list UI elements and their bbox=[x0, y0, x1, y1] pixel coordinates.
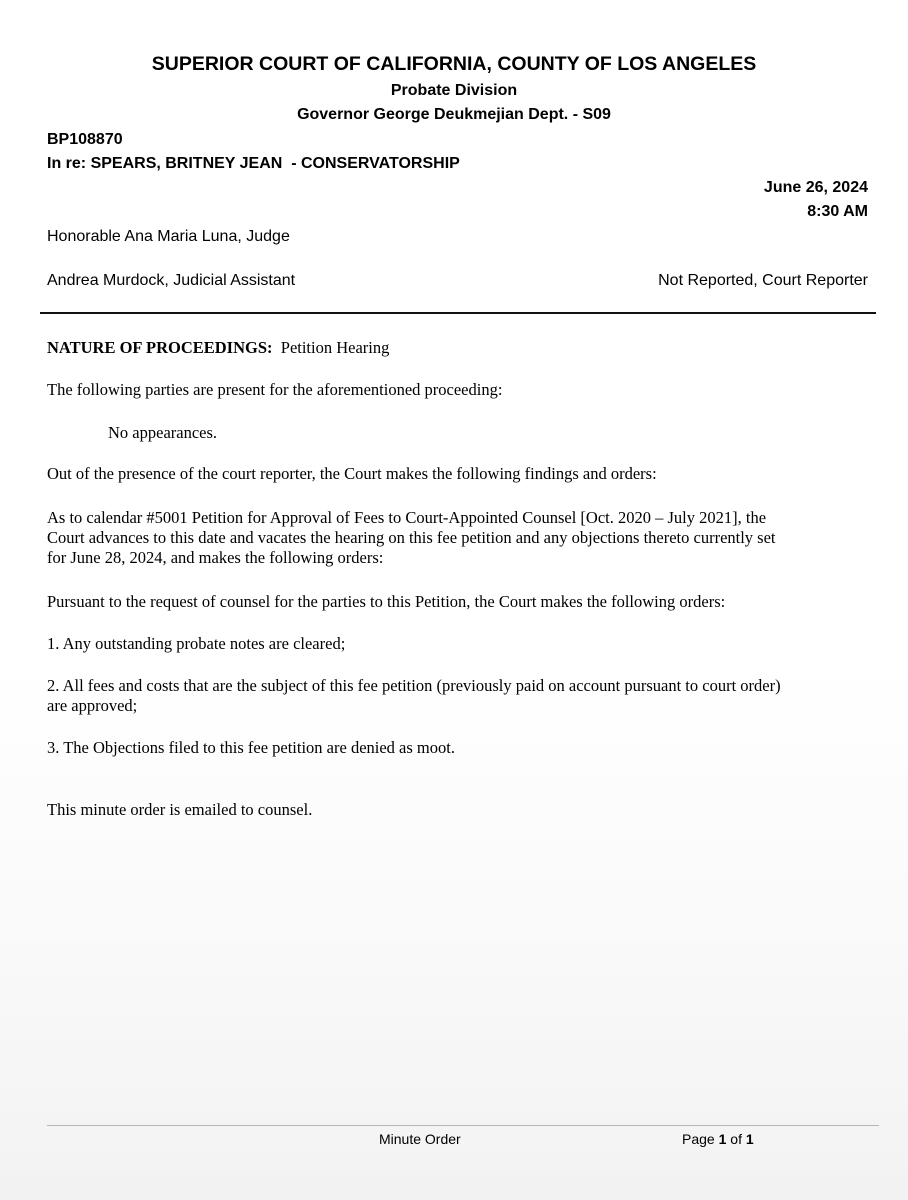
pursuant-paragraph: Pursuant to the request of counsel for the parties to this Petition, the Court makes the following orders: bbox=[47, 592, 726, 611]
judicial-assistant: Andrea Murdock, Judicial Assistant bbox=[47, 272, 296, 289]
court-name: SUPERIOR COURT OF CALIFORNIA, COUNTY OF LOS ANGELES bbox=[151, 53, 757, 75]
emailed-notice: This minute order is emailed to counsel. bbox=[47, 800, 313, 819]
page-word: Page bbox=[682, 1131, 715, 1147]
order-2-line: are approved; bbox=[47, 696, 138, 715]
department-name: Governor George Deukmejian Dept. - S09 bbox=[297, 106, 611, 123]
footer-title: Minute Order bbox=[379, 1131, 461, 1147]
calendar-line: Court advances to this date and vacates the hearing on this fee petition and any objections thereto currently set bbox=[47, 528, 776, 547]
calendar-paragraph bbox=[47, 508, 867, 568]
findings-intro-text: Out of the presence of the court reporter, the Court makes the following findings and orders: bbox=[47, 464, 657, 483]
page-total: 1 bbox=[745, 1131, 754, 1147]
calendar-line: for June 28, 2024, and makes the following orders: bbox=[47, 548, 384, 567]
judge-name: Honorable Ana Maria Luna, Judge bbox=[47, 228, 290, 245]
no-appearances-text: No appearances. bbox=[108, 423, 218, 442]
case-number: BP108870 bbox=[47, 131, 123, 148]
nature-label: NATURE OF PROCEEDINGS: bbox=[47, 338, 273, 357]
court-reporter: Not Reported, Court Reporter bbox=[658, 272, 868, 289]
nature-of-proceedings bbox=[47, 338, 867, 358]
order-1: 1. Any outstanding probate notes are cleared; bbox=[47, 634, 346, 653]
order-3: 3. The Objections filed to this fee petition are denied as moot. bbox=[47, 738, 455, 757]
footer-divider bbox=[47, 1125, 879, 1126]
calendar-line: As to calendar #5001 Petition for Approval of Fees to Court-Appointed Counsel [Oct. 2020 – July 2021], the bbox=[47, 508, 767, 527]
division-name: Probate Division bbox=[390, 82, 518, 99]
page-indicator bbox=[682, 1131, 754, 1147]
case-title: In re: SPEARS, BRITNEY JEAN - CONSERVATORSHIP bbox=[47, 155, 460, 172]
of-word: of bbox=[730, 1131, 742, 1147]
hearing-date: June 26, 2024 bbox=[763, 179, 868, 196]
page-current: 1 bbox=[718, 1131, 727, 1147]
header-divider bbox=[40, 312, 876, 314]
nature-value: Petition Hearing bbox=[280, 338, 390, 357]
hearing-time: 8:30 AM bbox=[807, 203, 868, 220]
order-2 bbox=[47, 676, 867, 716]
order-2-line: 2. All fees and costs that are the subject of this fee petition (previously paid on account pursuant to court order) bbox=[47, 676, 781, 695]
parties-present-text: The following parties are present for the aforementioned proceeding: bbox=[47, 380, 503, 399]
